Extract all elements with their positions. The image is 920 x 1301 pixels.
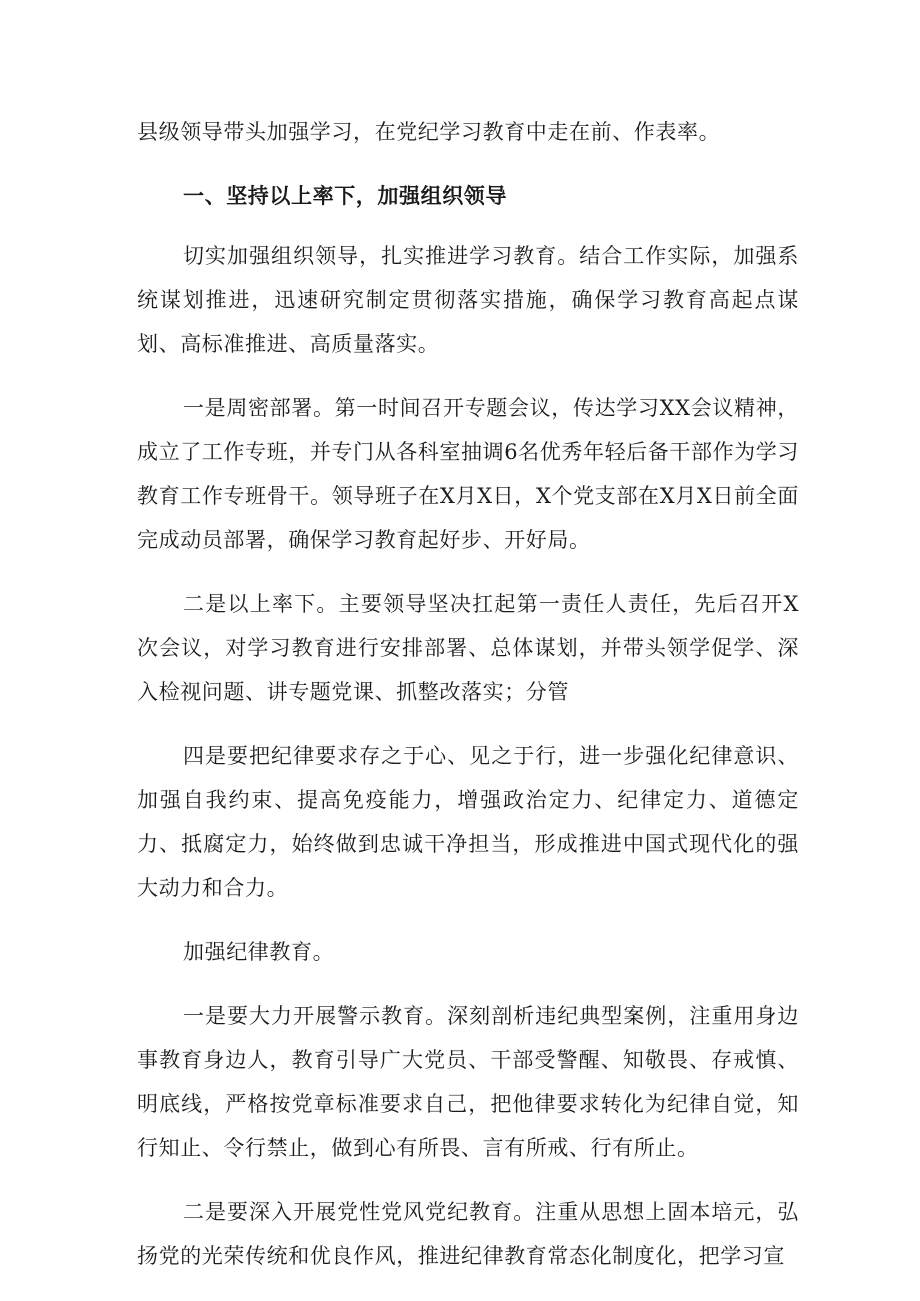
paragraph-party-education: 二是要深入开展党性党风党纪教育。注重从思想上固本培元，弘扬党的光荣传统和优良作风，推进纪律教育常态化制度化，把学习宣: [137, 1200, 799, 1268]
paragraph-discipline-education: 加强纪律教育。: [183, 940, 335, 964]
paragraph-intro: 县级领导带头加强学习，在党纪学习教育中走在前、作表率。: [137, 120, 721, 144]
paragraph-leadership: 二是以上率下。主要领导坚决扛起第一责任人责任，先后召开X次会议，对学习教育进行安排部署、总体谋划，并带头领学促学、深入检视问题、讲专题党课、抓整改落实；分管: [137, 592, 799, 704]
document-body: [137, 110, 799, 1298]
paragraph-organization: 切实加强组织领导，扎实推进学习教育。结合工作实际，加强系统谋划推进，迅速研究制定贯彻落实措施，确保学习教育高起点谋划、高标准推进、高质量落实。: [137, 244, 799, 356]
paragraph-warning-education: 一是要大力开展警示教育。深刻剖析违纪典型案例，注重用身边事教育身边人，教育引导广大党员、干部受警醒、知敬畏、存戒慎、明底线，严格按党章标准要求自己，把他律要求转化为纪律自觉，知行知止、令行禁止，做到心有所畏、言有所戒、行有所止。: [137, 1004, 799, 1160]
section-heading-1: 一、坚持以上率下，加强组织领导: [183, 184, 507, 208]
paragraph-deployment: 一是周密部署。第一时间召开专题会议，传达学习XX会议精神，成立了工作专班，并专门从各科室抽调6名优秀年轻后备干部作为学习教育工作专班骨干。领导班子在X月X日，X个党支部在X月X日前全面完成动员部署，确保学习教育起好步、开好局。: [137, 396, 799, 552]
paragraph-discipline-requirements: 四是要把纪律要求存之于心、见之于行，进一步强化纪律意识、加强自我约束、提高免疫能力，增强政治定力、纪律定力、道德定力、抵腐定力，始终做到忠诚干净担当，形成推进中国式现代化的强大动力和合力。: [137, 744, 799, 900]
